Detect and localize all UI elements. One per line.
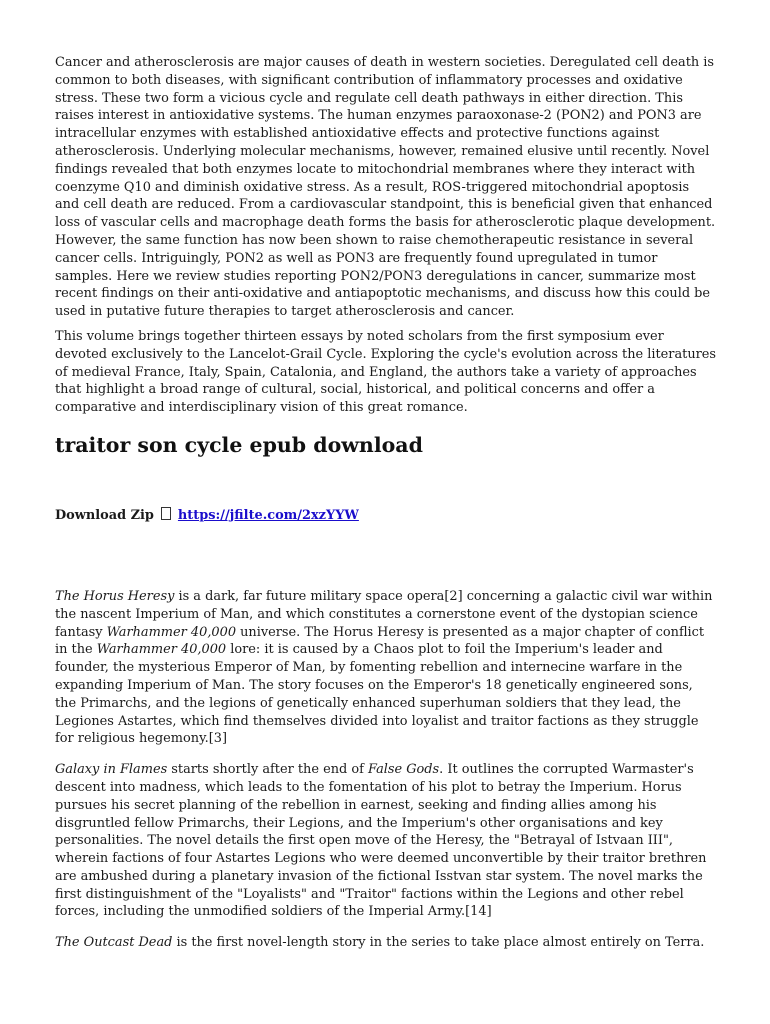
text-segment: is a dark, far future military space opera[2] concerning a galactic civil war within the nascent Imperium of Man, and which constitutes a cornerstone event of the dystopian science fantasy [55,588,713,640]
paragraph-cancer-atherosclerosis: Cancer and atherosclerosis are major causes of death in western societies. Deregulated cell death is common to both diseases, with significant contribution of inflammatory processes and oxidative stress. These two form a vicious cycle and regulate cell death pathways in either direction. This raises interest in antioxidative systems. The human enzymes paraoxonase-2 (PON2) and PON3 are intracellular enzymes with established antioxidative effects and protective functions against atherosclerosis. Underlying molecular mechanisms, however, remained elusive until recently. Novel findings revealed that both enzymes locate to mitochondrial membranes where they interact with coenzyme Q10 and diminish oxidative stress. As a result, ROS-triggered mitochondrial apoptosis and cell death are reduced. From a cardiovascular standpoint, this is beneficial given that enhanced loss of vascular cells and macrophage death forms the basis for atherosclerotic plaque development. However, the same function has now been shown to raise chemotherapeutic resistance in several cancer cells. Intriguingly, PON2 as well as PON3 are frequently found upregulated in tumor samples. Here we review studies reporting PON2/PON3 deregulations in cancer, summarize most recent findings on their anti-oxidative and antiapoptotic mechanisms, and discuss how this could be used in putative future therapies to target atherosclerosis and cancer. [55,55,716,320]
text-segment: is the first novel-length story in the series to take place almost entirely on Terra. [172,935,705,951]
text-segment: lore: it is caused by a Chaos plot to foil the Imperium's leader and founder, the mysterious Emperor of Man, by fomenting rebellion and internecine warfare in the expanding Imperium of Man. The story focuses on the Emperor's 18 genetically engineered sons, the Primarchs, and the legions of genetically enhanced superhuman soldiers that they lead, the Legiones Astartes, which find themselves divided into loyalist and traitor factions as they struggle for religious hegemony.[3] [55,642,699,747]
download-label: Download Zip [55,507,154,523]
text-segment: universe. The Horus Heresy is presented as a major chapter of conflict in the [55,624,705,658]
paragraph-horus-heresy [55,588,717,748]
book-title-horus-heresy: The Horus Heresy [55,588,175,604]
text-segment: starts shortly after the end of [167,762,368,778]
download-line [55,507,717,525]
book-title-galaxy-in-flames: Galaxy in Flames [55,762,168,778]
box-glyph-icon [161,507,171,520]
text-segment: . It outlines the corrupted Warmaster's descent into madness, which leads to the fomentation of his plot to betray the Imperium. Horus pursues his secret planning of the rebellion in earnest, seeking and finding allies among his disgruntled fellow Primarchs, their Legions, and the Imperium's other organisations and key personalities. The novel details the first open move of the Heresy, the "Betrayal of Istvaan III", wherein factions of four Astartes Legions who were deemed unconvertible by their traitor brethren are ambushed during a planetary invasion of the fictional Isstvan star system. The novel marks the first distinguishment of the "Loyalists" and "Traitor" factions within the Legions and other rebel forces, including the unmodified soldiers of the Imperial Army.[14] [55,762,707,920]
setting-name: Warhammer 40,000 [106,624,237,640]
paragraph-lancelot-grail: This volume brings together thirteen essays by noted scholars from the first symposium ever devoted exclusively to the Lancelot-Grail Cycle. Exploring the cycle's evolution across the literatures of medieval France, Italy, Spain, Catalonia, and England, the authors take a variety of approaches that highlight a broad range of cultural, social, historical, and political concerns and offer a comparative and interdisciplinary vision of this great romance. [55,328,717,416]
setting-name: Warhammer 40,000 [96,642,227,658]
paragraph-outcast-dead [55,934,717,952]
download-link[interactable]: https://jfilte.com/2xzYYW [177,507,359,523]
paragraph-galaxy-in-flames [55,761,717,921]
book-title-outcast-dead: The Outcast Dead [55,935,173,951]
book-title-false-gods: False Gods [368,762,440,778]
page-title: traitor son cycle epub download [55,432,423,457]
document-page [55,54,717,952]
